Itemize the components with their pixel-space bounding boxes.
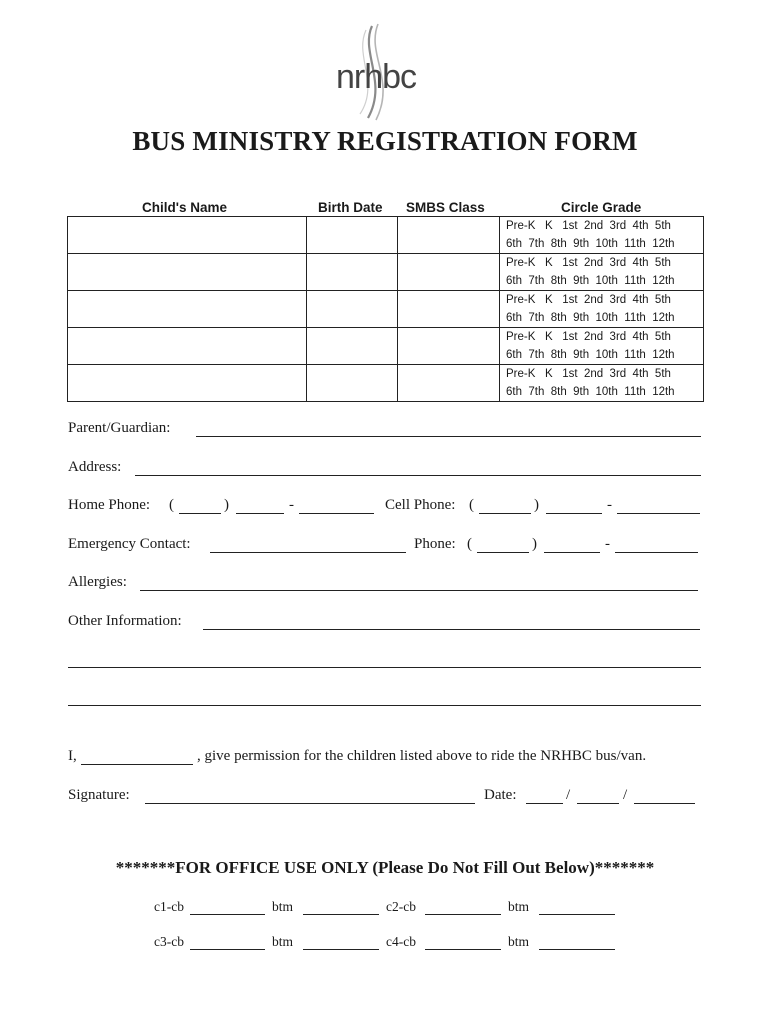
grade-options-line-1[interactable]: Pre-K K 1st 2nd 3rd 4th 5th — [506, 294, 671, 306]
date-label: Date: — [484, 787, 517, 803]
cell-phone-dash: - — [607, 497, 612, 513]
header-circle-grade: Circle Grade — [561, 200, 642, 215]
permission-text: , give permission for the children listed above to ride the NRHBC bus/van. — [197, 748, 647, 764]
signature-field[interactable] — [145, 803, 475, 804]
childs-name-cell[interactable] — [68, 291, 307, 328]
grade-options-line-2[interactable]: 6th 7th 8th 9th 10th 11th 12th — [506, 238, 675, 250]
btm-field-1[interactable] — [303, 914, 379, 915]
c2-cb-field[interactable] — [425, 914, 501, 915]
cell-phone-number-field[interactable] — [617, 513, 700, 514]
c2-cb-label: c2-cb — [386, 899, 416, 914]
home-phone-open-paren: ( — [169, 497, 174, 513]
grade-options-line-1[interactable]: Pre-K K 1st 2nd 3rd 4th 5th — [506, 220, 671, 232]
smbs-class-cell[interactable] — [398, 328, 500, 365]
birth-date-cell[interactable] — [307, 217, 398, 254]
c3-cb-label: c3-cb — [154, 934, 184, 949]
grade-options-line-1[interactable]: Pre-K K 1st 2nd 3rd 4th 5th — [506, 331, 671, 343]
other-information-line-2[interactable] — [68, 667, 701, 668]
birth-date-cell[interactable] — [307, 254, 398, 291]
btm-label-1: btm — [272, 899, 294, 914]
header-smbs-class: SMBS Class — [406, 200, 485, 215]
c4-cb-field[interactable] — [425, 949, 501, 950]
c3-cb-field[interactable] — [190, 949, 265, 950]
cell-phone-open-paren: ( — [469, 497, 474, 513]
cell-phone-area-field[interactable] — [479, 513, 531, 514]
birth-date-cell[interactable] — [307, 365, 398, 402]
allergies-label: Allergies: — [68, 574, 127, 590]
home-phone-close-paren: ) — [224, 497, 229, 513]
table-row — [68, 365, 704, 402]
btm-label-2: btm — [508, 899, 530, 914]
office-use-title: *******FOR OFFICE USE ONLY (Please Do Not Fill Out Below)******* — [115, 858, 655, 877]
circle-grade-cell[interactable] — [500, 291, 704, 328]
other-information-line-3[interactable] — [68, 705, 701, 706]
permission-name-field[interactable] — [81, 764, 193, 765]
home-phone-label: Home Phone: — [68, 497, 151, 513]
c1-cb-field[interactable] — [190, 914, 265, 915]
cell-phone-label: Cell Phone: — [385, 497, 456, 513]
nrhbc-logo — [330, 22, 440, 122]
smbs-class-cell[interactable] — [398, 254, 500, 291]
childs-name-cell[interactable] — [68, 328, 307, 365]
childs-name-cell[interactable] — [68, 365, 307, 402]
childs-name-cell[interactable] — [68, 254, 307, 291]
circle-grade-cell[interactable] — [500, 217, 704, 254]
parent-guardian-field[interactable] — [196, 436, 701, 437]
circle-grade-cell[interactable] — [500, 254, 704, 291]
c1-cb-label: c1-cb — [154, 899, 184, 914]
signature-label: Signature: — [68, 787, 130, 803]
address-label: Address: — [68, 459, 122, 475]
registration-table — [67, 216, 704, 402]
emergency-phone-close-paren: ) — [532, 536, 537, 552]
emergency-phone-area-field[interactable] — [477, 552, 529, 553]
btm-label-3: btm — [272, 934, 294, 949]
emergency-phone-prefix-field[interactable] — [544, 552, 600, 553]
table-row — [68, 291, 704, 328]
birth-date-cell[interactable] — [307, 291, 398, 328]
logo-text: nrhbc — [336, 58, 417, 96]
btm-label-4: btm — [508, 934, 530, 949]
c4-cb-label: c4-cb — [386, 934, 416, 949]
header-childs-name: Child's Name — [142, 200, 227, 215]
grade-options-line-1[interactable]: Pre-K K 1st 2nd 3rd 4th 5th — [506, 368, 671, 380]
grade-options-line-2[interactable]: 6th 7th 8th 9th 10th 11th 12th — [506, 386, 675, 398]
btm-field-3[interactable] — [303, 949, 379, 950]
table-row — [68, 254, 704, 291]
grade-options-line-2[interactable]: 6th 7th 8th 9th 10th 11th 12th — [506, 312, 675, 324]
emergency-phone-dash: - — [605, 536, 610, 552]
birth-date-cell[interactable] — [307, 328, 398, 365]
date-month-field[interactable] — [526, 803, 563, 804]
table-row — [68, 217, 704, 254]
date-slash-2: / — [623, 787, 628, 803]
cell-phone-close-paren: ) — [534, 497, 539, 513]
home-phone-prefix-field[interactable] — [236, 513, 284, 514]
permission-prefix: I, — [68, 748, 77, 764]
allergies-field[interactable] — [140, 590, 698, 591]
emergency-phone-label: Phone: — [414, 536, 456, 552]
emergency-phone-number-field[interactable] — [615, 552, 698, 553]
date-day-field[interactable] — [577, 803, 619, 804]
home-phone-area-field[interactable] — [179, 513, 221, 514]
page-title: BUS MINISTRY REGISTRATION FORM — [132, 126, 638, 156]
childs-name-cell[interactable] — [68, 217, 307, 254]
cell-phone-prefix-field[interactable] — [546, 513, 602, 514]
other-information-label: Other Information: — [68, 613, 182, 629]
date-year-field[interactable] — [634, 803, 695, 804]
other-information-field[interactable] — [203, 629, 700, 630]
grade-options-line-2[interactable]: 6th 7th 8th 9th 10th 11th 12th — [506, 275, 675, 287]
address-field[interactable] — [135, 475, 701, 476]
circle-grade-cell[interactable] — [500, 328, 704, 365]
date-slash-1: / — [566, 787, 571, 803]
grade-options-line-2[interactable]: 6th 7th 8th 9th 10th 11th 12th — [506, 349, 675, 361]
smbs-class-cell[interactable] — [398, 365, 500, 402]
smbs-class-cell[interactable] — [398, 217, 500, 254]
circle-grade-cell[interactable] — [500, 365, 704, 402]
emergency-phone-open-paren: ( — [467, 536, 472, 552]
home-phone-number-field[interactable] — [299, 513, 374, 514]
emergency-contact-field[interactable] — [210, 552, 406, 553]
parent-guardian-label: Parent/Guardian: — [68, 420, 171, 436]
smbs-class-cell[interactable] — [398, 291, 500, 328]
emergency-contact-label: Emergency Contact: — [68, 536, 191, 552]
grade-options-line-1[interactable]: Pre-K K 1st 2nd 3rd 4th 5th — [506, 257, 671, 269]
header-birth-date: Birth Date — [318, 200, 383, 215]
btm-field-2[interactable] — [539, 914, 615, 915]
home-phone-dash: - — [289, 497, 294, 513]
table-row — [68, 328, 704, 365]
btm-field-4[interactable] — [539, 949, 615, 950]
